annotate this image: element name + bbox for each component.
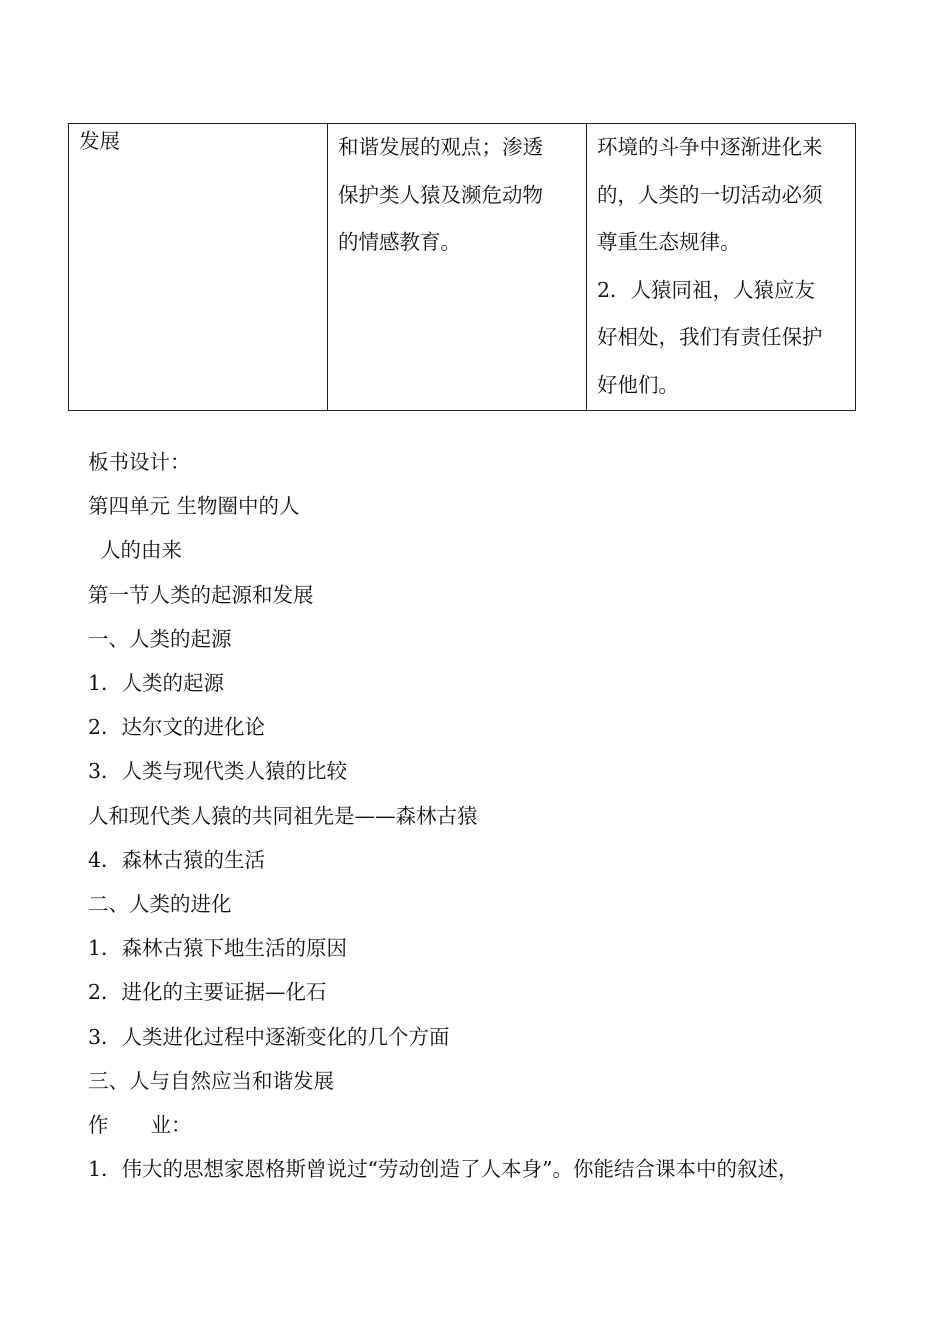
homework-item: 1．伟大的思想家恩格斯曾说过“劳动创造了人本身”。你能结合课本中的叙述， xyxy=(88,1157,799,1182)
table-cell-content xyxy=(587,124,856,411)
list-item: 2．达尔文的进化论 xyxy=(88,715,266,740)
list-item: 3．人类与现代类人猿的比较 xyxy=(88,759,348,784)
cell-text-line: 2．人猿同祖，人猿应友 xyxy=(597,277,816,302)
table-row xyxy=(69,124,856,411)
part-heading: 二、人类的进化 xyxy=(88,892,232,917)
list-item: 3．人类进化过程中逐渐变化的几个方面 xyxy=(88,1024,450,1049)
unit-title: 第四单元 生物圈中的人 xyxy=(88,494,300,519)
chapter-title: 人的由来 xyxy=(100,538,182,563)
list-item: 4．森林古猿的生活 xyxy=(88,847,266,872)
table-cell-goals xyxy=(328,124,587,411)
cell-text-line: 环境的斗争中逐渐进化来 xyxy=(597,135,823,159)
cell-text-line: 的，人类的一切活动必须 xyxy=(597,182,823,207)
homework-heading xyxy=(88,1103,868,1147)
list-item: 1．人类的起源 xyxy=(88,671,225,696)
part-heading: 三、人与自然应当和谐发展 xyxy=(88,1068,334,1093)
homework-label-a: 作 xyxy=(88,1113,109,1138)
part-heading: 一、人类的起源 xyxy=(88,626,232,651)
cell-text-line: 尊重生态规律。 xyxy=(597,230,741,254)
homework-label-b: 业： xyxy=(150,1113,192,1138)
cell-text-line: 的情感教育。 xyxy=(338,230,461,254)
cell-text: 发展 xyxy=(79,129,120,153)
board-design-section xyxy=(88,440,868,1191)
lesson-plan-table xyxy=(68,123,856,411)
table-cell-topic xyxy=(69,124,328,411)
list-item: 2．进化的主要证据—化石 xyxy=(88,980,327,1005)
list-item: 1．森林古猿下地生活的原因 xyxy=(88,936,348,961)
cell-text-line: 保护类人猿及濒危动物 xyxy=(338,182,543,207)
cell-text-line: 好他们。 xyxy=(597,372,679,397)
board-heading: 板书设计： xyxy=(88,450,191,474)
note-line: 人和现代类人猿的共同祖先是——森林古猿 xyxy=(88,803,478,828)
cell-text-line: 好相处，我们有责任保护 xyxy=(597,325,823,349)
section-title: 第一节人类的起源和发展 xyxy=(88,582,314,607)
cell-text-line: 和谐发展的观点；渗透 xyxy=(338,135,543,159)
